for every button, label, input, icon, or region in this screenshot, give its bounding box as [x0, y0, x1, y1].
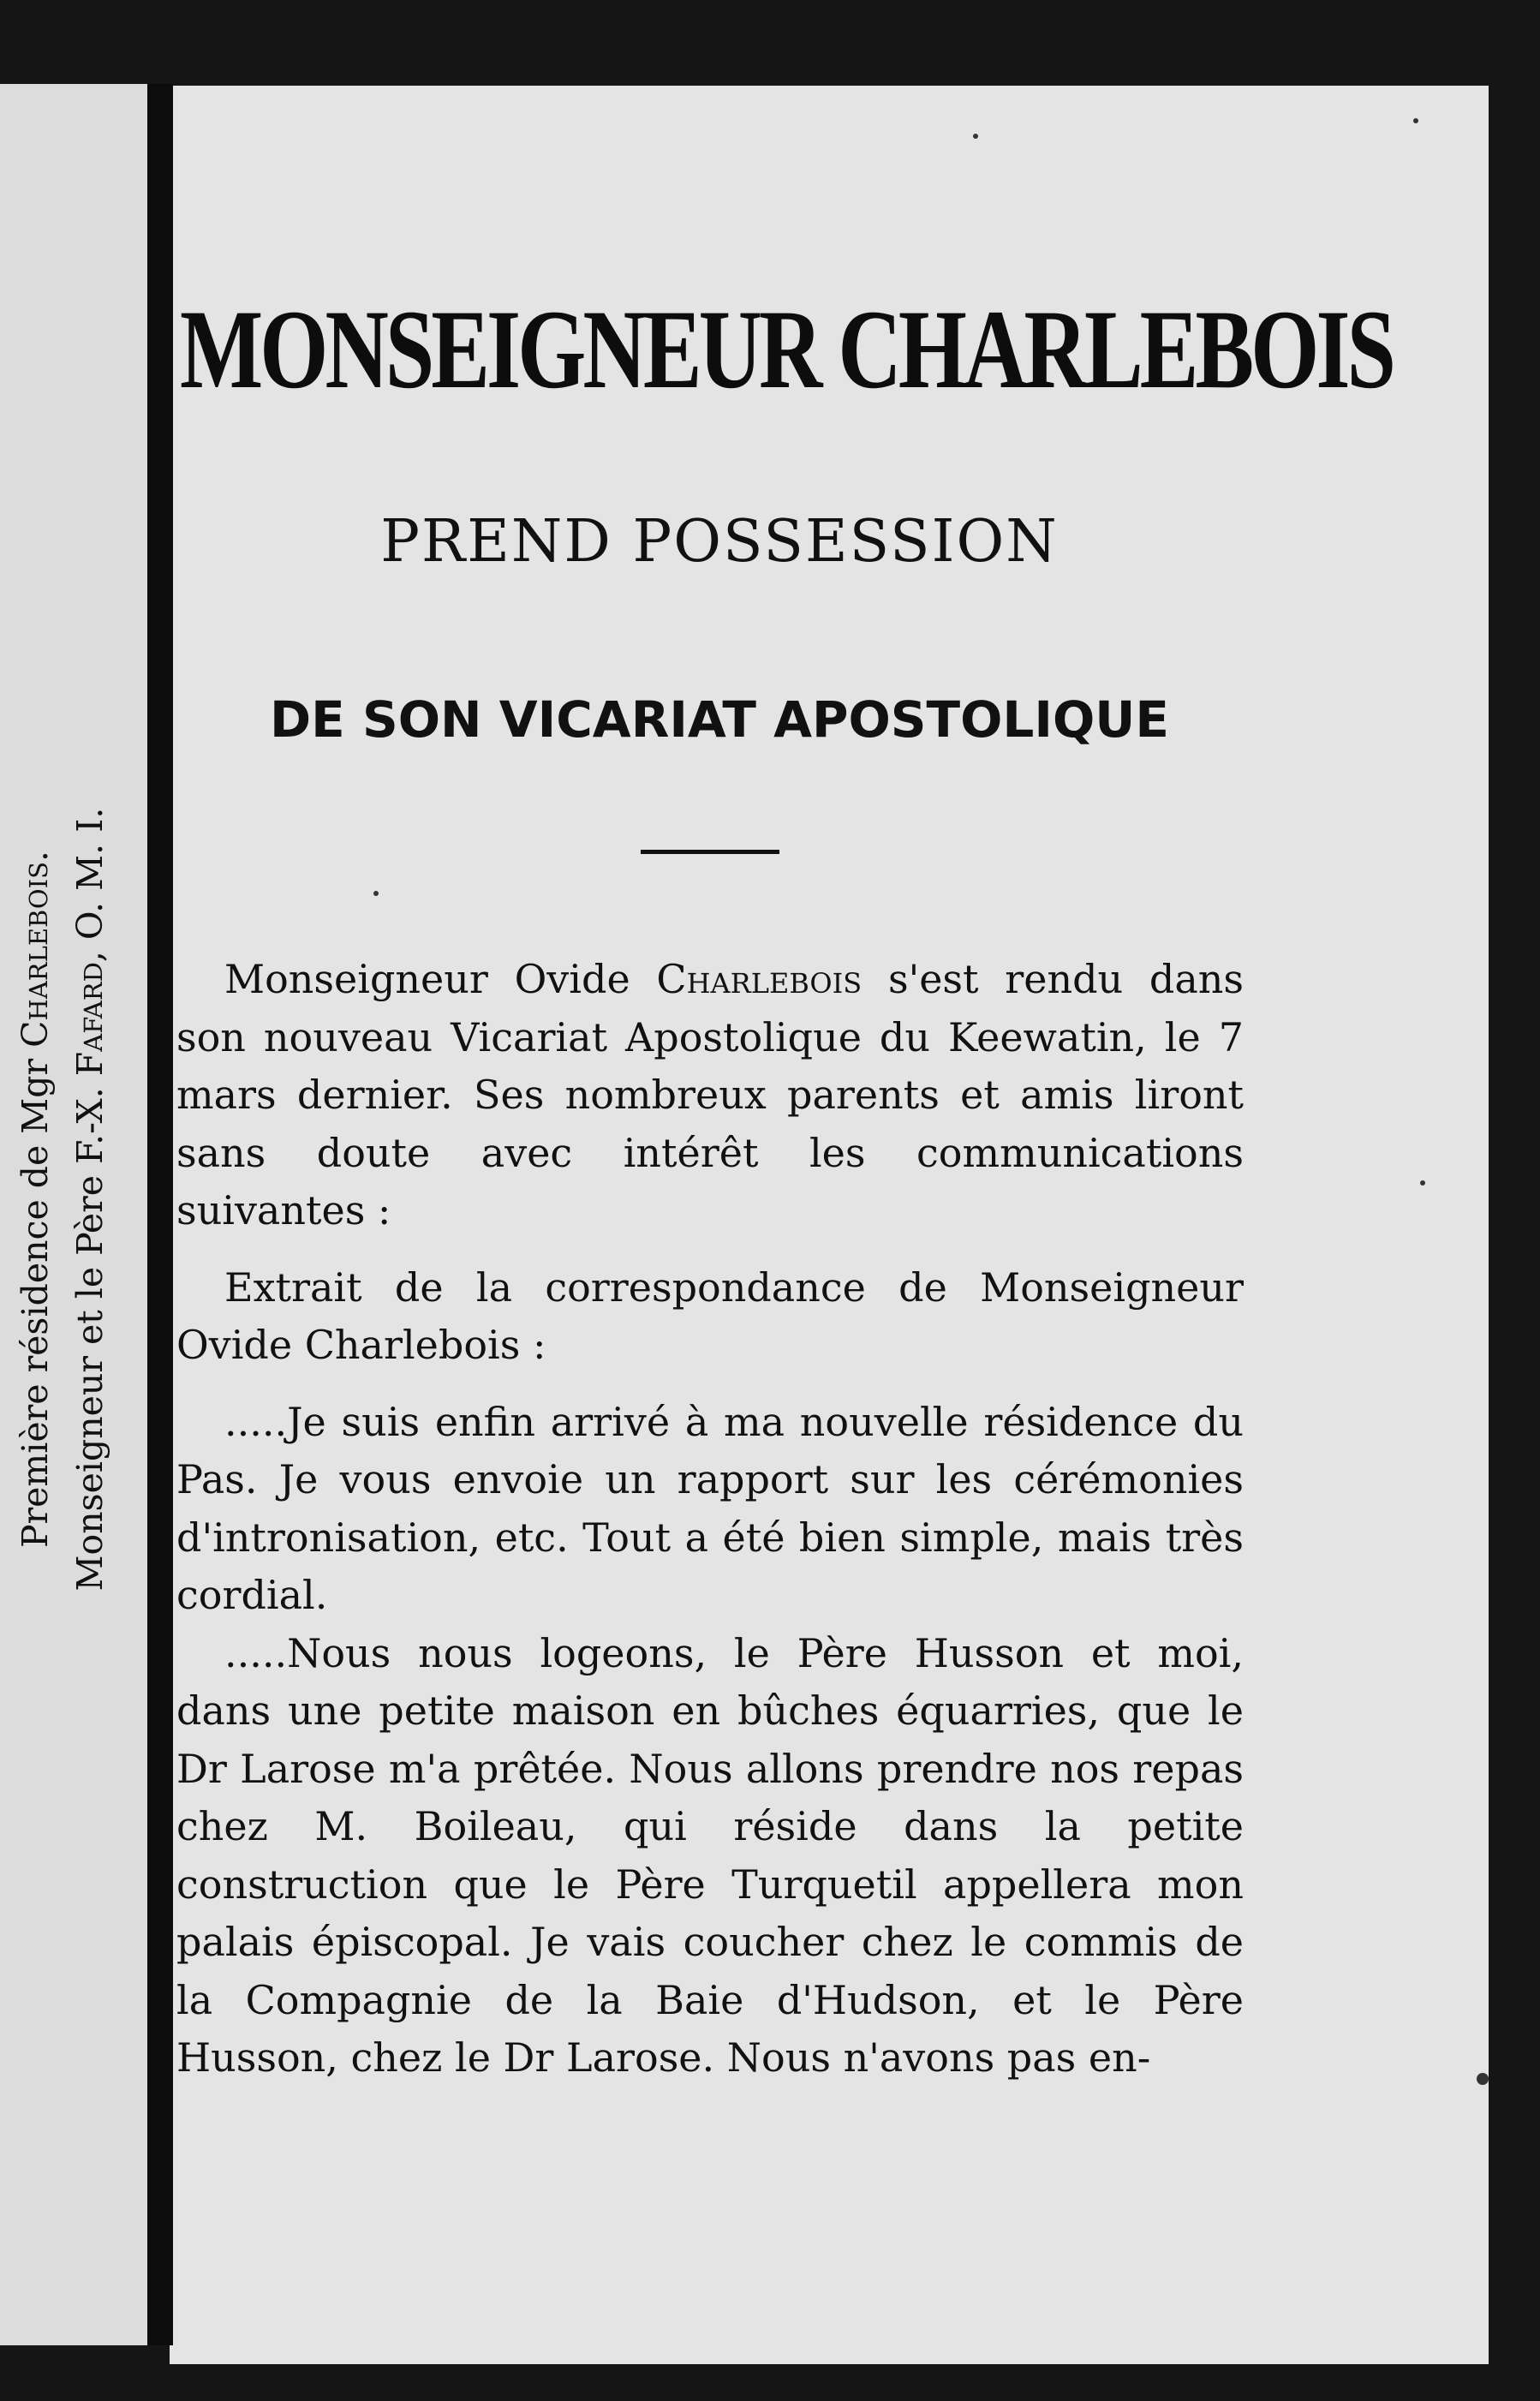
- paragraph-intro-name: Charlebois: [656, 956, 863, 1002]
- paragraph-letter-1: .....Je suis enfin arrivé à ma nouvelle résidence du Pas. Je vous envoie un rapport sur les cérémonies d'intronisation, etc. Tout a été bien simple, mais très cordial.: [176, 1398, 1244, 1618]
- scan-speck: [973, 134, 978, 139]
- scan-speck: [1420, 1180, 1425, 1186]
- binding-shadow: [147, 84, 173, 2345]
- caption-line-2-name: Fafard: [69, 962, 110, 1077]
- caption-line-2-text: Monseigneur et le Père F.-X.: [69, 1076, 110, 1592]
- scan-speck: [1413, 118, 1418, 123]
- caption-line-2: [63, 642, 117, 1756]
- paragraph-intro: [176, 951, 1244, 1240]
- paragraph-extract-heading: Extrait de la correspondance de Monseigneur Ovide Charlebois :: [176, 1263, 1244, 1368]
- caption-line-1-name: Charlebois.: [15, 850, 56, 1048]
- article-body: [176, 951, 1244, 2087]
- paragraph-intro-rest: s'est rendu dans son nouveau Vicariat Apostolique du Keewatin, le 7 mars dernier. Ses nombreux parents et amis liront sans doute avec intérêt les communications suivantes :: [176, 956, 1244, 1233]
- article-subheading: DE SON VICARIAT APOSTOLIQUE: [270, 690, 1169, 749]
- caption-line-1: [8, 642, 63, 1756]
- photo-caption: [8, 642, 145, 1756]
- article-title: MONSEIGNEUR CHARLEBOIS: [180, 286, 1393, 412]
- scan-speck: [373, 891, 379, 896]
- paragraph-letter-2: .....Nous nous logeons, le Père Husson et moi, dans une petite maison en bûches équarries, que le Dr Larose m'a prêtée. Nous allons prendre nos repas chez M. Boileau, qui réside dans la petite construction que le Père Turquetil appellera mon palais épiscopal. Je vais coucher chez le commis de la Compagnie de la Baie d'Hudson, et le Père Husson, chez le Dr Larose. Nous n'avons pas en-: [176, 1629, 1244, 2081]
- paragraph-intro-start: Monseigneur Ovide: [224, 956, 657, 1002]
- divider-rule: [641, 850, 779, 854]
- article-subtitle: PREND POSSESSION: [380, 508, 1059, 576]
- caption-line-1-text: Première résidence de Mgr: [15, 1047, 56, 1549]
- caption-line-2-suffix: , O. M. I.: [69, 807, 110, 963]
- scan-speck: [1477, 2073, 1489, 2085]
